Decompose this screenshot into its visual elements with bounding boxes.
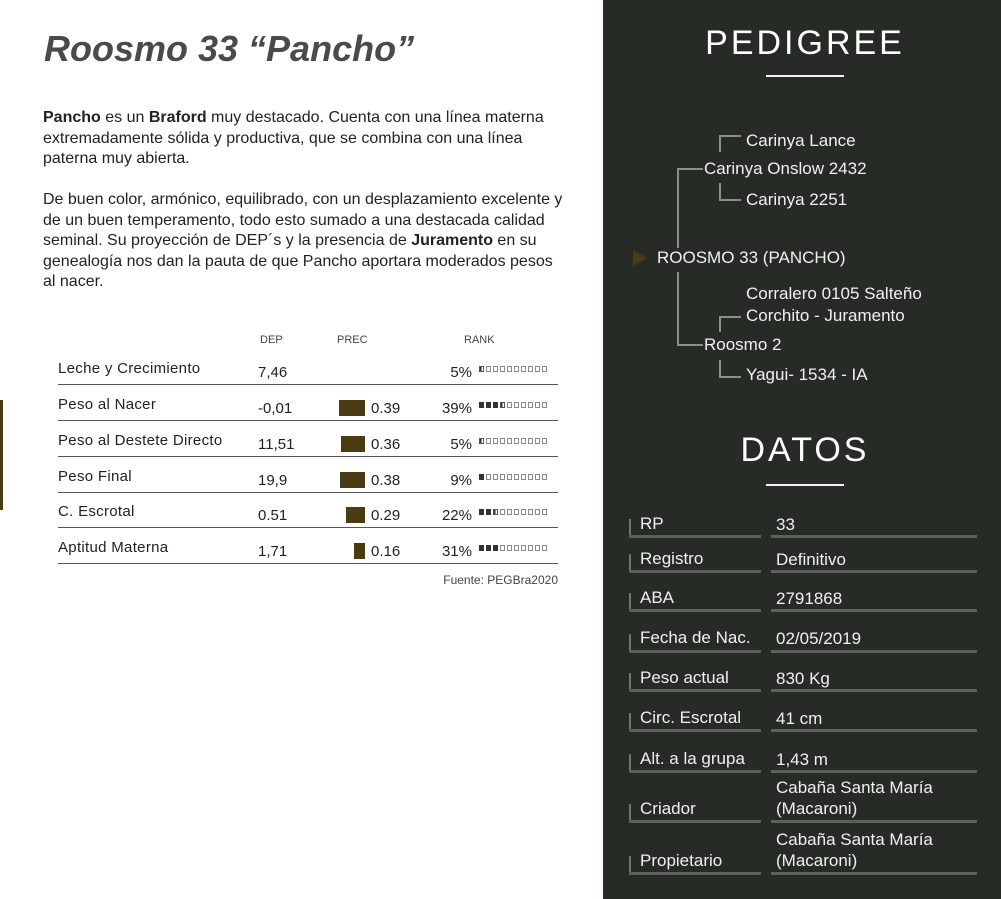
accent-edge xyxy=(0,400,3,510)
rank-box xyxy=(528,402,533,408)
rank-box xyxy=(507,438,512,444)
rank-box xyxy=(514,509,519,515)
datos-divider xyxy=(629,650,761,653)
trait-name: Leche y Crecimiento xyxy=(58,360,201,377)
precision-value: 0.29 xyxy=(371,507,401,524)
rank-indicator xyxy=(479,402,547,410)
pedigree-sire-dam: Carinya 2251 xyxy=(746,190,848,209)
datos-divider xyxy=(771,689,977,692)
rank-box xyxy=(493,509,498,515)
rank-indicator xyxy=(479,545,547,553)
datos-divider xyxy=(629,872,761,875)
trait-name: C. Escrotal xyxy=(58,503,135,520)
ped-line xyxy=(719,135,721,152)
rank-box xyxy=(479,509,484,515)
rank-box xyxy=(528,366,533,372)
datos-label: Circ. Escrotal xyxy=(640,708,742,727)
pedigree-sire-sire: Carinya Lance xyxy=(746,131,856,150)
datos-value: Definitivo xyxy=(776,550,846,569)
dep-value: 7,46 xyxy=(258,364,288,381)
rank-box xyxy=(535,366,540,372)
ped-line xyxy=(677,272,679,346)
datos-divider xyxy=(629,570,761,573)
pedigree-dam-sire-line2: Corchito - Juramento xyxy=(746,306,905,325)
datos-value: 830 Kg xyxy=(776,669,830,688)
rank-value: 31% xyxy=(441,543,472,560)
trait-name: Aptitud Materna xyxy=(58,539,169,556)
breed-name: Braford xyxy=(148,109,207,126)
rank-box xyxy=(542,366,547,372)
datos-value: 33 xyxy=(776,515,795,534)
datos-label: Fecha de Nac. xyxy=(640,628,751,647)
datos-divider xyxy=(629,689,761,692)
rank-box xyxy=(514,474,519,480)
row-divider xyxy=(58,527,558,528)
table-row xyxy=(58,493,558,529)
datos-divider xyxy=(771,535,977,538)
description-text: en su genealogía nos dan la pauta de que Pancho aportara moderados pesos al nacer. xyxy=(43,232,553,290)
rank-box xyxy=(493,438,498,444)
rank-box xyxy=(521,509,526,515)
rank-box xyxy=(507,474,512,480)
table-row xyxy=(58,529,558,565)
precision-value: 0.38 xyxy=(371,472,401,489)
rank-box xyxy=(500,438,505,444)
rank-box xyxy=(528,474,533,480)
dep-value: 19,9 xyxy=(258,472,288,489)
pedigree-title: PEDIGREE xyxy=(705,24,905,62)
info-panel xyxy=(603,0,1001,899)
dep-value: 0.51 xyxy=(258,507,288,524)
rank-box xyxy=(521,438,526,444)
datos-divider xyxy=(771,770,977,773)
datos-divider xyxy=(629,820,761,823)
datos-title: DATOS xyxy=(740,431,870,469)
dep-value: 11,51 xyxy=(258,436,295,453)
rank-box xyxy=(500,366,505,372)
precision-bar xyxy=(346,507,365,523)
row-divider xyxy=(58,563,558,564)
ped-line xyxy=(677,168,679,248)
datos-value: Cabaña Santa María (Macaroni) xyxy=(776,830,933,870)
rank-box xyxy=(493,402,498,408)
rank-box xyxy=(514,402,519,408)
rank-box xyxy=(479,402,484,408)
rank-box xyxy=(479,366,484,372)
table-row xyxy=(58,422,558,458)
precision-bar xyxy=(340,472,365,488)
datos-value: 02/05/2019 xyxy=(776,629,862,648)
rank-box xyxy=(542,545,547,551)
ped-line xyxy=(719,316,721,332)
datos-label: Peso actual xyxy=(640,668,729,687)
pedigree-arrow-icon xyxy=(633,250,647,266)
rank-box xyxy=(479,474,484,480)
description-text: es un xyxy=(100,109,149,126)
rank-box xyxy=(514,438,519,444)
rank-box xyxy=(521,402,526,408)
rank-box xyxy=(542,438,547,444)
pedigree-dam: Roosmo 2 xyxy=(704,335,782,354)
row-divider xyxy=(58,420,558,421)
header-rank: RANK xyxy=(464,334,495,346)
datos-divider xyxy=(771,729,977,732)
trait-name: Peso al Destete Directo xyxy=(58,432,223,449)
rank-box xyxy=(486,366,491,372)
datos-value: 1,43 m xyxy=(776,750,828,769)
rank-box xyxy=(507,509,512,515)
rank-box xyxy=(486,438,491,444)
datos-label: ABA xyxy=(640,588,675,607)
rank-value: 9% xyxy=(450,472,472,489)
datos-divider xyxy=(629,535,761,538)
ped-line xyxy=(719,376,741,378)
description-paragraph-1 xyxy=(43,108,563,170)
precision-bar xyxy=(341,436,365,452)
precision-value: 0.36 xyxy=(371,436,401,453)
rank-value: 22% xyxy=(441,507,472,524)
rank-box xyxy=(528,545,533,551)
rank-box xyxy=(528,438,533,444)
rank-box xyxy=(507,366,512,372)
rank-box xyxy=(493,366,498,372)
datos-value: 2791868 xyxy=(776,589,843,608)
datos-divider xyxy=(629,729,761,732)
rank-box xyxy=(486,402,491,408)
trait-name: Peso Final xyxy=(58,468,132,485)
datos-label: RP xyxy=(640,514,664,533)
datos-label: Registro xyxy=(640,549,704,568)
rank-value: 5% xyxy=(450,436,472,453)
rank-box xyxy=(535,438,540,444)
precision-value: 0.39 xyxy=(371,400,401,417)
pedigree-rule xyxy=(766,75,844,77)
precision-value: 0.16 xyxy=(371,543,401,560)
pedigree-dam-sire-line1: Corralero 0105 Salteño xyxy=(746,284,922,303)
pedigree-sire: Carinya Onslow 2432 xyxy=(704,159,867,178)
datos-label: Propietario xyxy=(640,851,723,870)
datos-value: Cabaña Santa María (Macaroni) xyxy=(776,778,933,818)
ped-line xyxy=(677,344,703,346)
rank-box xyxy=(486,474,491,480)
precision-bar xyxy=(354,543,365,559)
bull-name: Pancho xyxy=(43,109,101,126)
rank-box xyxy=(542,402,547,408)
ped-line xyxy=(719,199,741,201)
rank-box xyxy=(486,545,491,551)
rank-indicator xyxy=(479,509,547,517)
rank-box xyxy=(521,366,526,372)
table-row xyxy=(58,386,558,422)
datos-label: Alt. a la grupa xyxy=(640,749,745,768)
datos-divider xyxy=(629,609,761,612)
description-paragraph-2 xyxy=(43,190,563,293)
rank-indicator xyxy=(479,438,547,446)
rank-box xyxy=(514,545,519,551)
rank-box xyxy=(500,509,505,515)
rank-box xyxy=(535,509,540,515)
trait-name: Peso al Nacer xyxy=(58,396,157,413)
rank-box xyxy=(535,545,540,551)
ped-line xyxy=(719,316,741,318)
rank-box xyxy=(500,402,505,408)
ped-line xyxy=(719,135,741,137)
dep-value: -0,01 xyxy=(258,400,293,417)
rank-box xyxy=(542,509,547,515)
rank-indicator xyxy=(479,366,547,374)
description-text: muy destacado. Cuenta con una línea materna extremadamente sólida y productiva, que se combina con una línea paterna muy abierta. xyxy=(43,109,544,167)
dep-value: 1,71 xyxy=(258,543,288,560)
datos-divider xyxy=(771,570,977,573)
rank-box xyxy=(500,474,505,480)
table-source: Fuente: PEGBra2020 xyxy=(443,573,558,587)
description-text: De buen color, armónico, equilibrado, con un desplazamiento excelente y de un buen temperamento, todo esto sumado a una destacada calidad seminal. Su proyección de DEP´s y la presencia de xyxy=(43,191,563,249)
precision-bar xyxy=(339,400,365,416)
pedigree-dam-dam: Yagui- 1534 - IA xyxy=(746,365,868,384)
table-row xyxy=(58,458,558,494)
rank-box xyxy=(521,474,526,480)
header-prec: PREC xyxy=(337,334,368,346)
rank-indicator xyxy=(479,474,547,482)
header-dep: DEP xyxy=(260,334,283,346)
datos-divider xyxy=(771,872,977,875)
datos-divider xyxy=(771,650,977,653)
datos-divider xyxy=(771,820,977,823)
rank-box xyxy=(542,474,547,480)
pedigree-subject: ROOSMO 33 (PANCHO) xyxy=(657,248,846,267)
row-divider xyxy=(58,456,558,457)
rank-box xyxy=(500,545,505,551)
rank-box xyxy=(486,509,491,515)
rank-box xyxy=(479,545,484,551)
rank-box xyxy=(479,438,484,444)
dep-table xyxy=(58,332,558,592)
ped-line xyxy=(677,168,703,170)
rank-box xyxy=(521,545,526,551)
datos-rule xyxy=(766,484,844,486)
rank-value: 39% xyxy=(441,400,472,417)
rank-box xyxy=(514,366,519,372)
page-title: Roosmo 33 “Pancho” xyxy=(44,28,415,69)
rank-box xyxy=(535,402,540,408)
rank-box xyxy=(535,474,540,480)
datos-divider xyxy=(771,609,977,612)
datos-divider xyxy=(629,770,761,773)
rank-box xyxy=(493,545,498,551)
table-row xyxy=(58,350,558,386)
rank-box xyxy=(507,402,512,408)
datos-value: 41 cm xyxy=(776,709,823,728)
rank-value: 5% xyxy=(450,364,472,381)
highlight-name: Juramento xyxy=(411,232,493,249)
datos-label: Criador xyxy=(640,799,696,818)
rank-box xyxy=(507,545,512,551)
rank-box xyxy=(493,474,498,480)
rank-box xyxy=(528,509,533,515)
row-divider xyxy=(58,384,558,385)
